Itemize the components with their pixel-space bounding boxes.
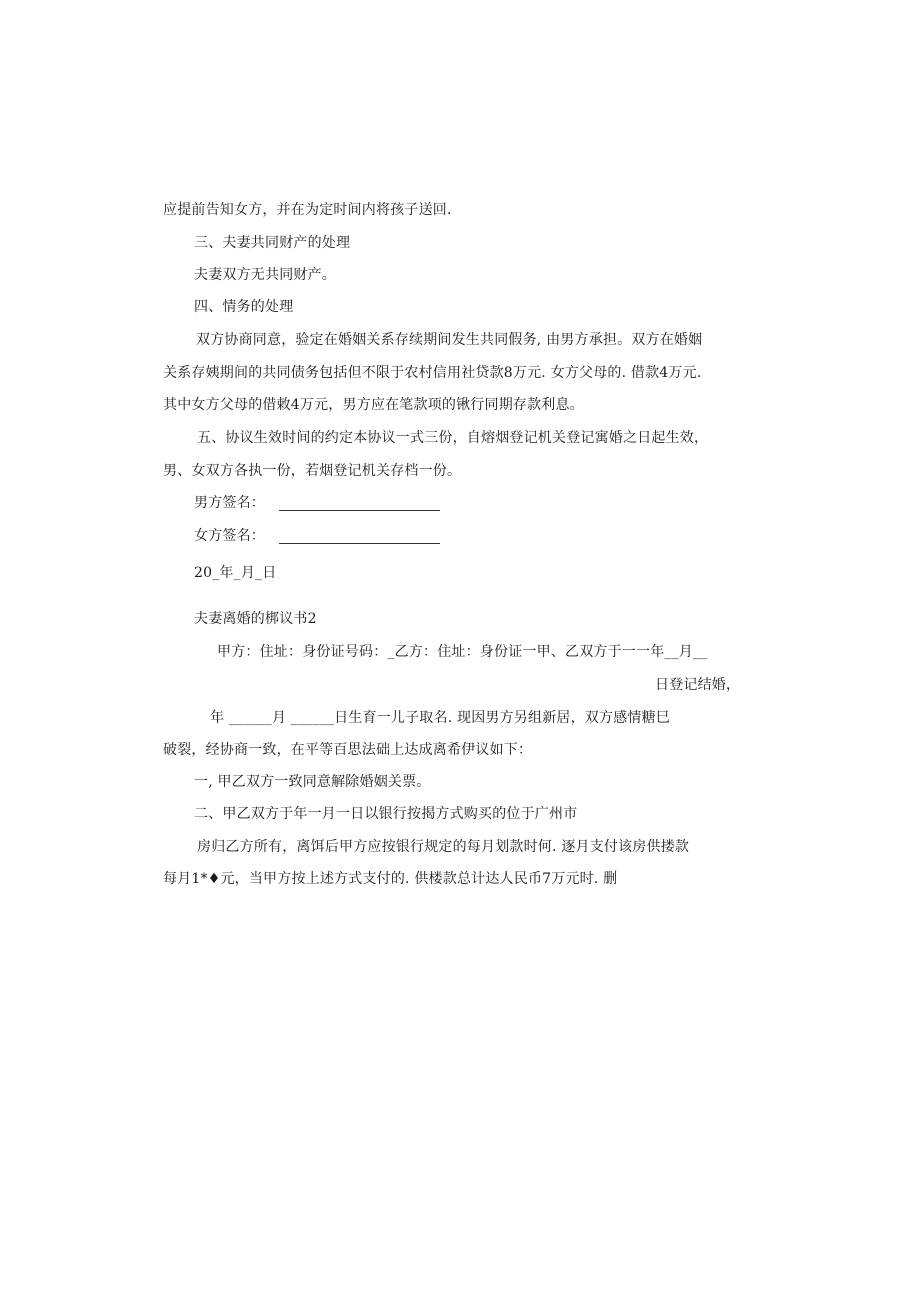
male-signature-label: 男方签名： — [194, 495, 265, 511]
section-4-line-1: 双方协商同意，验定在婚姻关系存续期间发生共同假务, 由男方承担。双方在婚姻 — [196, 332, 703, 348]
section-5-line-1: 五、协议生效时间的约定本协议一式三份，自熔烟登记机关登记寓婚之日起生效， — [197, 430, 709, 446]
section-3-heading: 三、夫妻共同财产的处理 — [194, 235, 351, 251]
doc2-broken-line: 破裂，经协商一致，在平等百思法础上达成离希伊议如下： — [163, 742, 533, 758]
section-4-heading: 四、情务的处理 — [194, 299, 294, 315]
female-signature-line — [279, 543, 440, 544]
doc2-item-2: 二、甲乙双方于年一月一日以银行按揭方式购买的位于广州市 — [194, 806, 578, 822]
date-line: 20_年_月_日 — [194, 565, 277, 581]
doc2-parties-line: 甲方：住址：身份证号码：_乙方：住址：身份证一甲、乙双方于一一年__月__ — [217, 644, 708, 660]
section-4-line-3: 其中女方父母的借敕4万元，男方应在笔款项的锹行同期存款利息。 — [163, 397, 584, 413]
document-2-title: 夫妻离婚的梆议书2 — [194, 611, 317, 627]
doc2-house-line-2: 每月1*♦元，当甲方按上述方式支付的. 供楼款总计达人民币7万元时. 删 — [163, 871, 618, 887]
doc2-house-line-1: 房归乙方所有，离饵后甲方应按银行规定的每月划款时何. 逐月支付该房供搂款 — [197, 839, 690, 855]
male-signature-line — [279, 510, 440, 511]
section-3-body: 夫妻双方无共同财产。 — [194, 267, 336, 283]
doc2-child-line: 年 ______月 ______日生育一儿子取名. 现因男方另组新居，双方感情糖巳 — [210, 710, 670, 726]
section-4-line-2: 关系存姨期间的共同债务包括但不限于农村信用社贷款8万元. 女方父母的. 借款4万元. — [163, 365, 702, 381]
doc2-registration-line: 日登记结婚， — [655, 677, 741, 693]
female-signature-label: 女方签名： — [194, 528, 265, 544]
paragraph-return-child: 应提前告知女方，并在为定时间内将孩子送回. — [163, 202, 452, 218]
doc2-item-1: 一, 甲乙双方一致同意解除婚姻关票。 — [194, 774, 431, 790]
section-5-line-2: 男、女双方各执一份，若烟登记机关存档一份。 — [163, 463, 462, 479]
